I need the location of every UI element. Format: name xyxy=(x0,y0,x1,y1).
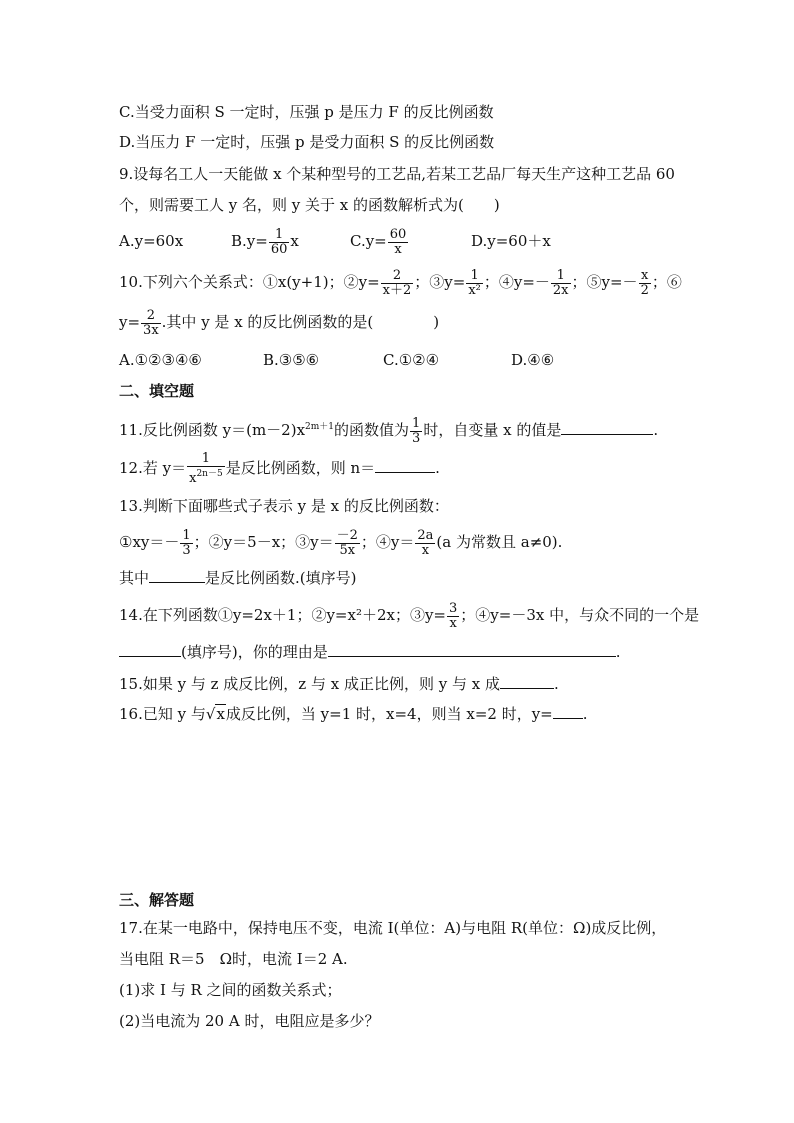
square-root: √x xyxy=(205,705,225,723)
fraction: $\frac{-2}{5x}$ xyxy=(336,527,358,558)
question-12: 12.若 y＝ $\frac{1}{x^{2n-5}}$ 是反比例函数，则 n＝ . xyxy=(119,451,440,486)
fraction: $\frac{1}{3}$ xyxy=(412,415,421,446)
q9-option-a: A.y=60x xyxy=(119,232,184,250)
q9-option-c: C.y= $\frac{60}{x}$ xyxy=(350,226,407,257)
question-16: 16.已知 y 与√x成反比例，当 y=1 时，x=4，则当 x=2 时，y= . xyxy=(119,705,588,723)
question-14-line-2: (填序号)，你的理由是 . xyxy=(119,642,621,662)
fraction: $\frac{1}{2x}$ xyxy=(552,267,569,298)
answer-blank[interactable] xyxy=(119,642,181,657)
answer-blank[interactable] xyxy=(375,458,435,473)
question-11: 11.反比例函数 $y=(m-2)x^{2m+1}$的函数值为 $\frac{1}{3}$ 时，自变量 x 的值是 . xyxy=(119,415,659,446)
question-13-line-1: 13.判断下面哪些式子表示 y 是 x 的反比例函数： xyxy=(119,497,449,515)
fraction: $\frac{1}{\text{x²}}$ xyxy=(468,267,481,298)
q10-option-a: A.①②③④⑥ xyxy=(119,351,202,369)
question-10-line-2: y= $\frac{2}{3x}$ .其中 y 是 x 的反比例函数的是( ) xyxy=(119,307,440,338)
question-17-part-1: (1)求 I 与 R 之间的函数关系式； xyxy=(119,981,342,999)
question-13-line-3: 其中 是反比例函数.(填序号) xyxy=(119,569,357,587)
answer-blank[interactable] xyxy=(500,674,554,689)
question-17-line-2: 当电阻 R＝5 Ω时，电流 I＝2 A. xyxy=(119,950,348,968)
question-13-line-2: ①xy＝－ $\frac{1}{3}$ ；②y＝5－x；③y＝ $\frac{-2}{5x}$ ；④y＝ $\frac{2a}{x}$ (a 为常数且 a≠0). xyxy=(119,527,563,558)
question-9-line-2: 个，则需要工人 y 名，则 y 关于 x 的函数解析式为( ) xyxy=(119,196,500,214)
section-3-heading: 三、解答题 xyxy=(119,891,195,909)
q10-option-d: D.④⑥ xyxy=(511,351,555,369)
option-d: D.当压力 F 一定时，压强 p 是受力面积 S 的反比例函数 xyxy=(119,133,495,151)
fraction: $\frac{3}{x}$ xyxy=(449,600,458,631)
fraction: $\frac{1}{x^{2n-5}}$ xyxy=(189,451,223,486)
q9-option-d: D.y=60＋x xyxy=(471,232,551,250)
answer-blank[interactable] xyxy=(149,568,205,583)
question-15: 15.如果 y 与 z 成反比例，z 与 x 成正比例，则 y 与 x 成 . xyxy=(119,675,559,693)
question-14-line-1: 14.在下列函数①y=2x＋1；②y=x²＋2x；③y= $\frac{3}{x}$ ；④y=－3x 中，与众不同的一个是 xyxy=(119,600,700,631)
fraction: $\frac{1}{60}$ xyxy=(270,226,288,257)
fraction: $\frac{2}{3x}$ xyxy=(143,307,159,338)
q10-option-c: C.①②④ xyxy=(383,351,440,369)
question-17-part-2: (2)当电流为 20 A 时，电阻应是多少？ xyxy=(119,1012,380,1030)
fraction: $\frac{2a}{x}$ xyxy=(417,527,434,558)
q9-option-b: B.y= $\frac{1}{60}$ x xyxy=(231,226,299,257)
answer-blank[interactable] xyxy=(561,420,653,435)
fraction: $\frac{1}{3}$ xyxy=(182,527,191,558)
fraction: $\frac{60}{x}$ xyxy=(389,226,407,257)
answer-blank[interactable] xyxy=(553,704,583,719)
option-c: C.当受力面积 S 一定时，压强 p 是压力 F 的反比例函数 xyxy=(119,103,494,121)
fraction: $\frac{2}{x+2}$ xyxy=(382,267,412,298)
fraction: $\frac{x}{2}$ xyxy=(640,267,649,298)
answer-blank[interactable] xyxy=(328,642,616,657)
question-9-line-1: 9.设每名工人一天能做 x 个某种型号的工艺品,若某工艺品厂每天生产这种工艺品 60 xyxy=(119,165,675,183)
section-2-heading: 二、填空题 xyxy=(119,382,195,400)
q10-option-b: B.③⑤⑥ xyxy=(263,351,320,369)
question-17-line-1: 17.在某一电路中，保持电压不变，电流 I(单位：A)与电阻 R(单位：Ω)成反比例， xyxy=(119,919,667,937)
question-10-line-1: 10.下列六个关系式：①x(y+1)；②y= $\frac{2}{x+2}$ ；③y= $\frac{1}{\text{x²}}$ ；④y=－ $\frac{1}{2x}$ ；⑤y=－ $\frac{x}{2}$ ；⑥ xyxy=(119,267,682,298)
